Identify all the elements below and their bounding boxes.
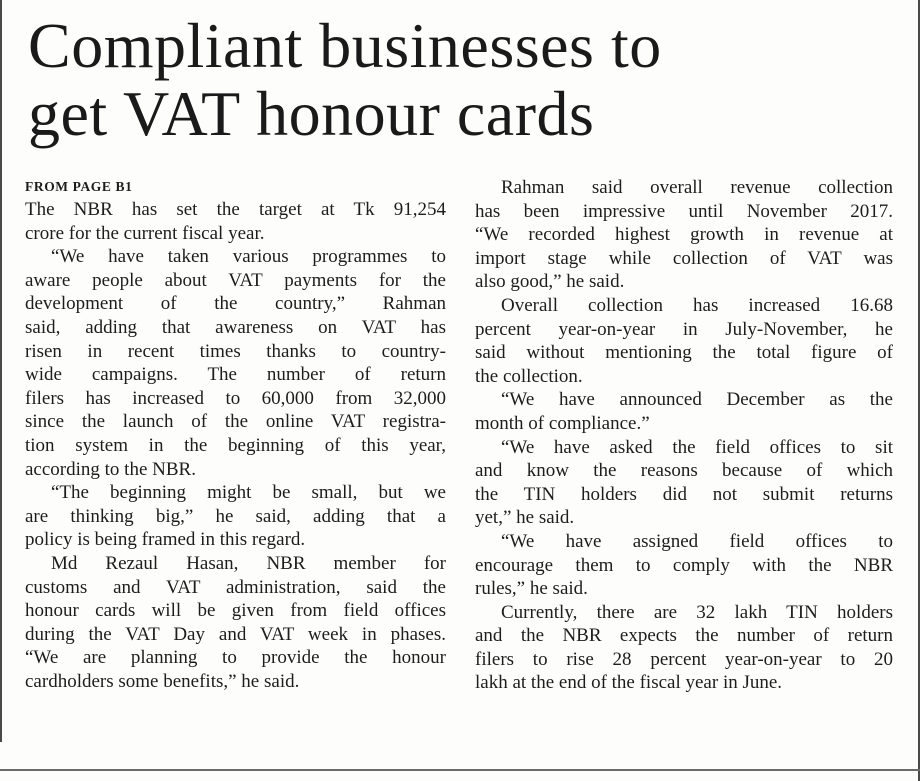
paragraph-line: Md Rezaul Hasan, NBR member for xyxy=(51,552,446,574)
right-column xyxy=(475,176,893,695)
paragraph-line: according to the NBR. xyxy=(25,458,196,480)
paragraph xyxy=(475,530,893,601)
paragraph xyxy=(25,245,446,481)
paragraph-line: “We recorded highest growth in revenue at xyxy=(475,224,893,246)
paragraph-line: said, adding that awareness on VAT has xyxy=(25,316,446,338)
paragraph-line: import stage while collection of VAT was xyxy=(475,247,893,269)
left-column-rule xyxy=(0,0,2,742)
paragraph-line: yet,” he said. xyxy=(475,507,575,529)
left-column-body xyxy=(25,198,446,693)
paragraph-line: honour cards will be given from field offices xyxy=(25,600,446,622)
paragraph-line: Overall collection has increased 16.68 xyxy=(501,294,893,316)
paragraph-line: risen in recent times thanks to country- xyxy=(25,340,446,362)
paragraph-line: crore for the current fiscal year. xyxy=(25,222,265,244)
headline-line: Compliant businesses to xyxy=(28,10,662,81)
paragraph xyxy=(475,388,893,435)
paragraph-line: aware people about VAT payments for the xyxy=(25,269,446,291)
paragraph-line: encourage them to comply with the NBR xyxy=(475,554,893,576)
paragraph xyxy=(475,601,893,695)
paragraph-line: filers has increased to 60,000 from 32,000 xyxy=(25,387,446,409)
paragraph-line: and the NBR expects the number of return xyxy=(475,625,893,647)
paragraph-line: rules,” he said. xyxy=(475,578,588,600)
paragraph-line: “We have asked the field offices to sit xyxy=(501,436,893,458)
paragraph-line: “The beginning might be small, but we xyxy=(51,482,446,504)
paragraph-line: also good,” he said. xyxy=(475,271,625,293)
paragraph-line: policy is being framed in this regard. xyxy=(25,529,306,551)
paragraph-line: percent year-on-year in July-November, he xyxy=(475,318,893,340)
paragraph-line: cardholders some benefits,” he said. xyxy=(25,670,300,692)
paragraph-line: during the VAT Day and VAT week in phases. xyxy=(25,623,446,645)
headline-line: get VAT honour cards xyxy=(28,78,595,149)
paragraph xyxy=(475,294,893,388)
paragraph-line: “We have announced December as the xyxy=(501,389,893,411)
paragraph xyxy=(25,481,446,552)
paragraph-line: said without mentioning the total figure of xyxy=(475,342,893,364)
paragraph-line: has been impressive until November 2017. xyxy=(475,200,893,222)
paragraph-line: “We have assigned field offices to xyxy=(501,530,893,552)
paragraph xyxy=(25,552,446,694)
paragraph xyxy=(475,436,893,530)
paragraph-line: month of compliance.” xyxy=(475,412,650,434)
headline xyxy=(28,12,898,148)
paragraph-line: filers to rise 28 percent year-on-year to 20 xyxy=(475,648,893,670)
paragraph-line: lakh at the end of the fiscal year in June. xyxy=(475,672,783,694)
paragraph-line: The NBR has set the target at Tk 91,254 xyxy=(25,199,446,220)
paragraph-line: tion system in the beginning of this year, xyxy=(25,434,446,456)
paragraph xyxy=(475,176,893,294)
paragraph-line: customs and VAT administration, said the xyxy=(25,576,446,598)
paragraph-line: “We are planning to provide the honour xyxy=(25,647,446,669)
paragraph-line: development of the country,” Rahman xyxy=(25,293,446,315)
paragraph-line: since the launch of the online VAT registra- xyxy=(25,411,446,433)
paragraph-line: Rahman said overall revenue collection xyxy=(501,177,893,198)
paragraph xyxy=(25,198,446,245)
paragraph-line: and know the reasons because of which xyxy=(475,460,893,482)
paragraph-line: the collection. xyxy=(475,365,583,387)
bottom-border-rule xyxy=(0,769,920,771)
left-column xyxy=(25,176,446,693)
right-column-body xyxy=(475,176,893,695)
paragraph-line: the TIN holders did not submit returns xyxy=(475,483,893,505)
paragraph-line: Currently, there are 32 lakh TIN holders xyxy=(501,601,893,623)
dateline: FROM PAGE B1 xyxy=(25,179,133,194)
paragraph-line: wide campaigns. The number of return xyxy=(25,364,446,386)
paragraph-line: are thinking big,” he said, adding that a xyxy=(25,505,446,527)
paragraph-line: “We have taken various programmes to xyxy=(51,246,446,268)
